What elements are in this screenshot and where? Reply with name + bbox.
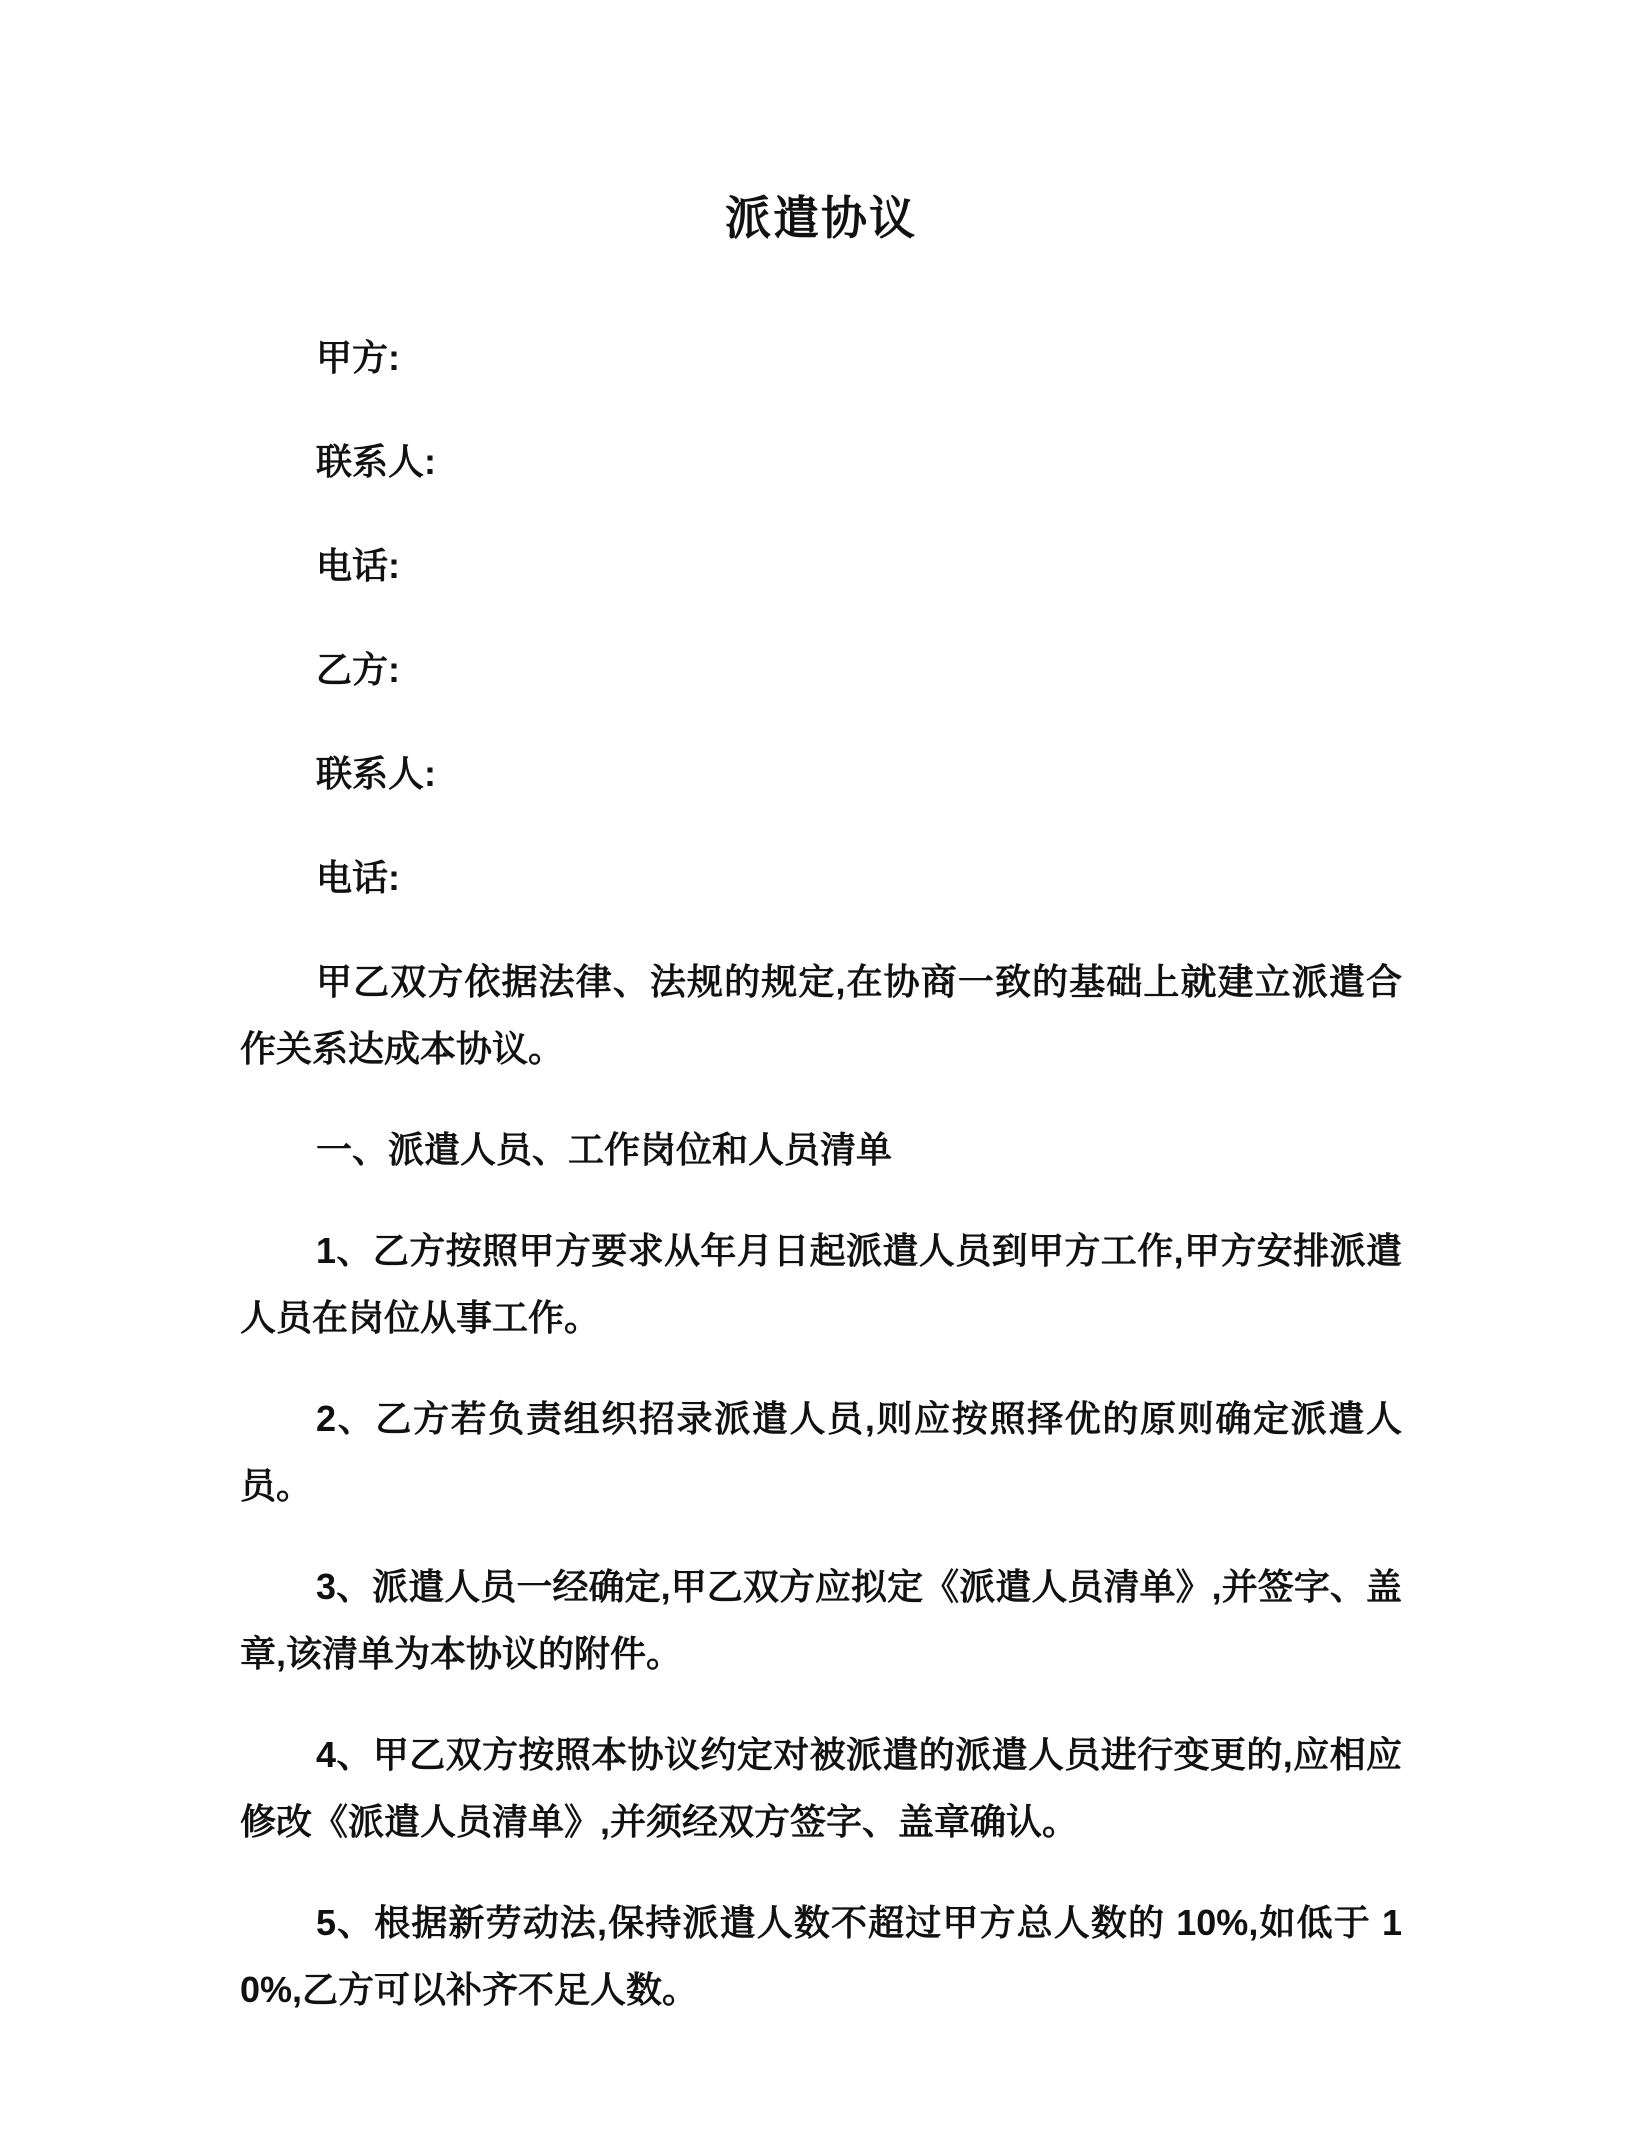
clause-4: 4、甲乙双方按照本协议约定对被派遣的派遣人员进行变更的,应相应修改《派遣人员清单》,并须经双方签字、盖章确认。 — [240, 1733, 1402, 1842]
party-a-label: 甲方: — [316, 336, 400, 378]
party-b-label: 乙方: — [316, 648, 400, 690]
document-title: 派遣协议 — [725, 192, 917, 244]
clause-1: 1、乙方按照甲方要求从年月日起派遣人员到甲方工作,甲方安排派遣人员在岗位从事工作。 — [240, 1229, 1402, 1338]
phone-a-label: 电话: — [316, 544, 400, 586]
contact-person-b-label: 联系人: — [316, 752, 436, 794]
contact-person-a-label: 联系人: — [316, 440, 436, 482]
phone-b-label: 电话: — [316, 856, 400, 898]
clause-2: 2、乙方若负责组织招录派遣人员,则应按照择优的原则确定派遣人员。 — [240, 1397, 1402, 1506]
clause-3: 3、派遣人员一经确定,甲乙双方应拟定《派遣人员清单》,并签字、盖章,该清单为本协议的附件。 — [240, 1565, 1402, 1674]
section-1-heading: 一、派遣人员、工作岗位和人员清单 — [316, 1128, 893, 1170]
clause-5: 5、根据新劳动法,保持派遣人数不超过甲方总人数的 10%,如低于 10%,乙方可以补齐不足人数。 — [240, 1901, 1402, 2010]
preamble-paragraph: 甲乙双方依据法律、法规的规定,在协商一致的基础上就建立派遣合作关系达成本协议。 — [240, 960, 1402, 1069]
